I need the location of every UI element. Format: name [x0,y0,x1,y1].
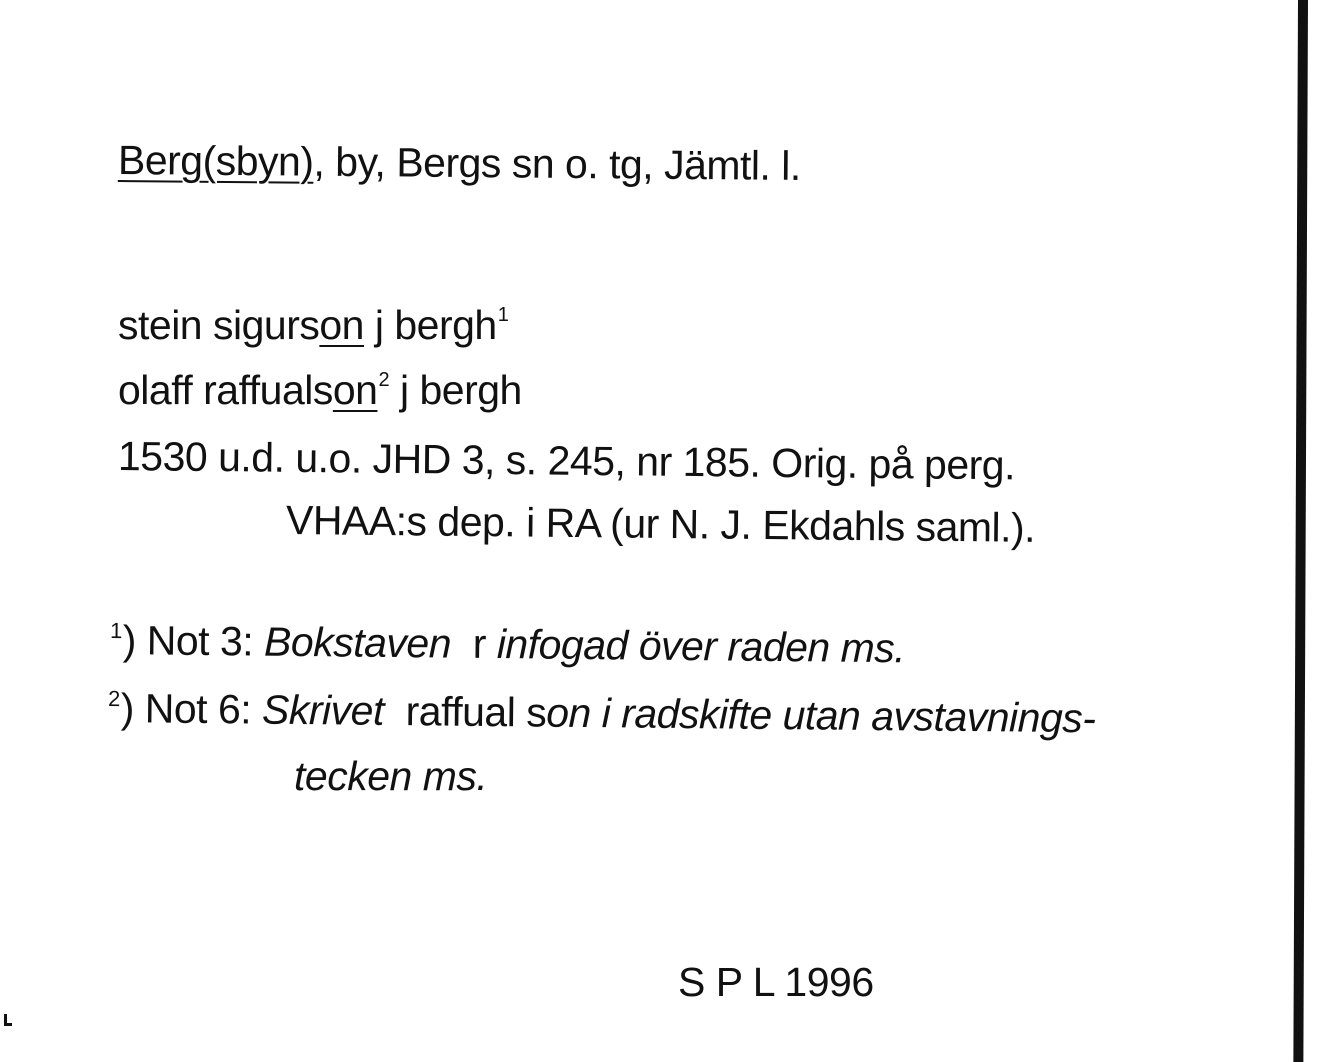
entry-1-pre: stein sigurs [118,302,320,348]
entry-2-pre: olaff raffuals [118,367,333,413]
note-1-italic-b: infogad över raden ms. [496,621,906,672]
entry-2-underlined: on [332,367,378,413]
note-2-label: ) Not 6: [120,685,263,733]
note-2-marker: 2 [107,686,120,712]
note-line-1 [109,617,906,672]
note-line-2 [107,685,1096,742]
entry-1-underlined: on [319,302,364,348]
entry-2-footnote-ref: 2 [378,369,390,391]
note-2-italic-a: Skrivet [261,686,385,734]
source-text-1: 1530 u.d. u.o. JHD 3, s. 245, nr 185. Orig. på perg. [117,433,1016,489]
note-2-italic-b: on i radskifte utan avstavnings- [546,689,1096,742]
note-1-label: ) Not 3: [122,617,265,665]
header-place-details: , by, Bergs sn o. tg, Jämtl. l. [313,138,802,189]
header-place-name: Berg(sbyn) [117,137,314,185]
source-text-2: VHAA:s dep. i RA (ur N. J. Ekdahls saml.). [285,497,1036,551]
entry-1-footnote-ref: 1 [497,304,509,326]
source-line-2 [285,497,1036,551]
note-line-2-continued [294,753,488,799]
signature: S P L 1996 [678,959,874,1005]
entry-line-1 [118,302,509,348]
header-line [117,137,802,189]
entry-2-post: j bergh [389,367,522,413]
note-1-plain: r [450,620,498,668]
signature-line [678,959,874,1005]
source-line-1 [117,433,1016,489]
note-1-italic-a: Bokstaven [263,618,452,667]
note-1-marker: 1 [109,618,122,644]
note-2-continuation: tecken ms. [294,753,488,799]
note-2-plain: raffual s [383,687,547,736]
entry-1-post: j bergh [363,302,497,348]
scan-edge-bar [1293,0,1308,1062]
entry-line-2 [118,367,522,413]
scan-corner-mark [4,1014,12,1026]
